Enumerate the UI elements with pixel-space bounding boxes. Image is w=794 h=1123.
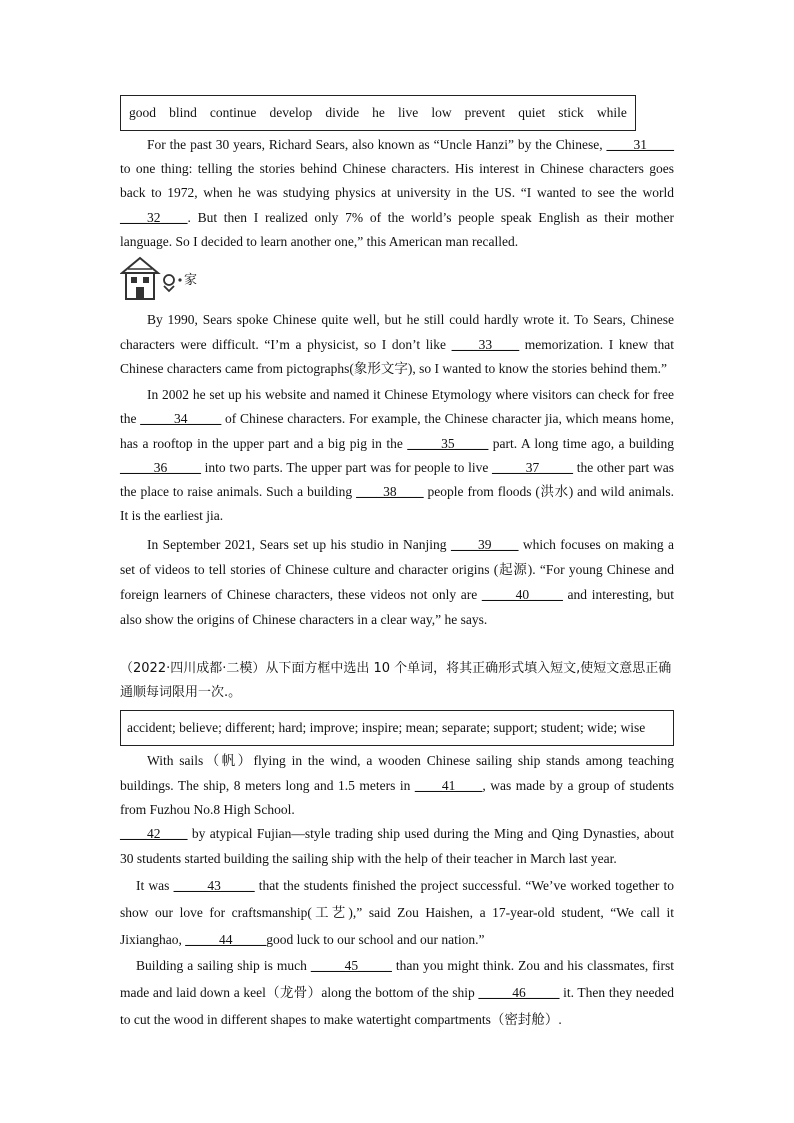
word-box-2	[120, 710, 674, 746]
blank-31[interactable]: ____31____	[606, 137, 674, 152]
blank-45[interactable]: _____45_____	[310, 958, 392, 973]
passage2-paragraph-2: ____42____ by atypical Fujian—style trading ship used during the Ming and Qing Dynasties, about 30 students started building the sailing ship with the help of their teacher in March last year.	[120, 826, 674, 866]
word-box-1-item: while	[596, 105, 627, 120]
blank-34[interactable]: _____34_____	[140, 411, 222, 427]
passage1-paragraph-1: For the past 30 years, Richard Sears, also known as “Uncle Hanzi” by the Chinese, ____31____ to one thing: telling the stories behind Chinese characters. His interest in Chinese characters goes back to 1972, when he was studying physics at university in the US. “I wanted to see the world ____32____. But then I realized only 7% of the world’s people speak English as their mother language. So I decided to learn another one,” this American man recalled.	[120, 137, 674, 249]
word-box-1-item: he	[372, 105, 385, 120]
blank-46[interactable]: _____46_____	[478, 985, 560, 1000]
word-box-1-item: divide	[325, 105, 360, 120]
blank-38[interactable]: ____38____	[356, 484, 424, 500]
word-box-1-item: prevent	[464, 105, 506, 120]
word-box-1-item: blind	[169, 105, 197, 120]
passage1-paragraph-4: In September 2021, Sears set up his studio in Nanjing ____39____ which focuses on making a set of videos to tell stories of Chinese culture and character origins (起源). “For young Chinese and foreign learners of Chinese characters, these videos not only are _____40_____ and interesting, but also show the origins of Chinese characters in a clear way,” he says.	[120, 537, 674, 627]
blank-39[interactable]: ____39____	[450, 537, 519, 552]
blank-42[interactable]: ____42____	[120, 826, 188, 841]
blank-35[interactable]: _____35_____	[407, 435, 489, 451]
blank-40[interactable]: _____40_____	[481, 587, 563, 602]
word-box-1-item: live	[397, 105, 419, 120]
passage2-paragraph-3: It was _____43_____ that the students finished the project successful. “We’ve worked together to show our love for craftsmanship(工艺),” said Zou Haishen, a 17-year-old student, “We call it Jixianghao, _____44_____good luck to our school and our nation.”	[120, 878, 674, 947]
blank-36[interactable]: _____36_____	[120, 459, 201, 475]
word-box-1-item: stick	[558, 105, 584, 120]
passage2-paragraph-4: Building a sailing ship is much _____45_____ than you might think. Zou and his classmates, first made and laid down a keel（龙骨）along the bottom of the ship _____46_____ it. Then they needed to cut the wood in different shapes to make watertight compartments（密封舱）.	[120, 958, 675, 1027]
blank-37[interactable]: _____37_____	[492, 459, 574, 475]
word-box-1-item: develop	[269, 105, 313, 120]
word-box-1-item: low	[431, 105, 452, 120]
logo-text: 家	[184, 273, 198, 288]
word-box-2-text: accident; believe; different; hard; improve; inspire; mean; separate; support; student; wide; wise	[127, 720, 646, 735]
word-box-1	[120, 95, 636, 131]
blank-43[interactable]: _____43_____	[173, 878, 255, 893]
passage1-paragraph-2: By 1990, Sears spoke Chinese quite well, but he still could hardly wrote it. To Sears, Chinese characters were difficult. “I’m a physicist, so I don’t like ____33____ memorization. I knew that Chinese characters came from pictographs(象形文字), so I wanted to know the stories behind them.”	[120, 312, 674, 376]
word-box-1-item: quiet	[518, 105, 546, 120]
passage1-paragraph-3: In 2002 he set up his website and named it Chinese Etymology where visitors can check for free the _____34_____ of Chinese characters. For example, the Chinese character jia, which means home, has a rooftop in the upper part and a big pig in the _____35_____ part. A long time ago, a building _____36_____ into two parts. The upper part was for people to live _____37_____ the other part was the place to raise animals. Such a building ____38____ people from floods (洪水) and wild animals. It is the earliest jia.	[120, 387, 675, 524]
blank-41[interactable]: ____41____	[414, 777, 483, 793]
word-box-1-item: good	[129, 105, 156, 120]
section2-heading: （2022·四川成都·二模）从下面方框中选出 10 个单词，将其正确形式填入短文,使短文意思正确通顺每词限用一次.。	[120, 661, 672, 700]
blank-33[interactable]: ____33____	[451, 336, 520, 352]
blank-32[interactable]: ____32____	[120, 209, 188, 225]
publisher-logo	[120, 255, 200, 301]
word-box-1-item: continue	[209, 105, 257, 120]
passage2-paragraph-1: With sails（帆）flying in the wind, a wooden Chinese sailing ship stands among teaching buildings. The ship, 8 meters long and 1.5 meters in ____41____, was made by a group of students from Fuzhou No.8 High School.	[120, 753, 675, 817]
blank-44[interactable]: _____44_____	[185, 932, 267, 947]
